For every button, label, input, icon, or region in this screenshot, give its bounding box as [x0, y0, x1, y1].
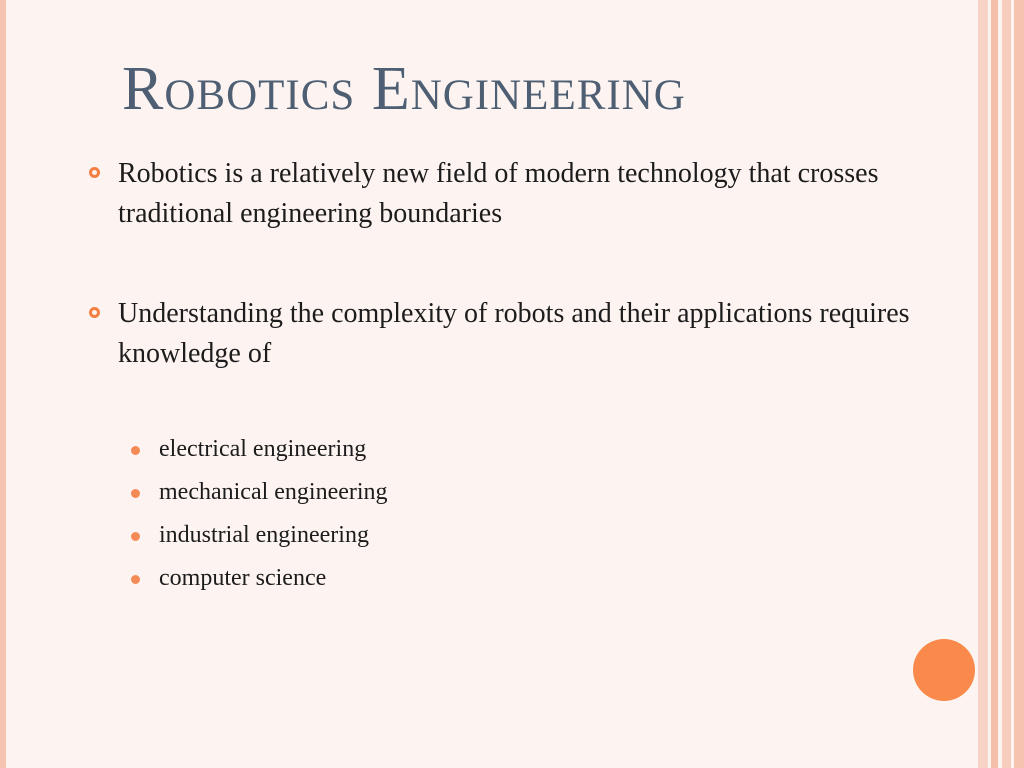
sub-list-item: mechanical engineering	[159, 479, 388, 505]
sub-bullet-dot-icon	[131, 489, 140, 498]
stripe	[991, 0, 998, 768]
left-edge-stripe	[0, 0, 6, 768]
stripe	[1014, 0, 1024, 768]
sub-list-item: industrial engineering	[159, 522, 369, 548]
decorative-orange-circle	[913, 639, 975, 701]
stripe	[978, 0, 988, 768]
sub-list-item: computer science	[159, 565, 327, 591]
sub-list-item: electrical engineering	[159, 436, 367, 462]
sub-bullet-dot-icon	[131, 575, 140, 584]
stripe	[1002, 0, 1011, 768]
right-decorative-stripes	[978, 0, 1024, 768]
slide-title: Robotics Engineering	[122, 55, 686, 123]
sub-bullet-dot-icon	[131, 532, 140, 541]
sub-bullet-dot-icon	[131, 446, 140, 455]
bullet-ring-icon	[89, 307, 100, 318]
bullet-text: Robotics is a relatively new field of modern technology that crosses traditional engineering boundaries	[118, 158, 879, 229]
bullet-ring-icon	[89, 167, 100, 178]
bullet-text: Understanding the complexity of robots and their applications requires knowledge of	[118, 298, 910, 369]
